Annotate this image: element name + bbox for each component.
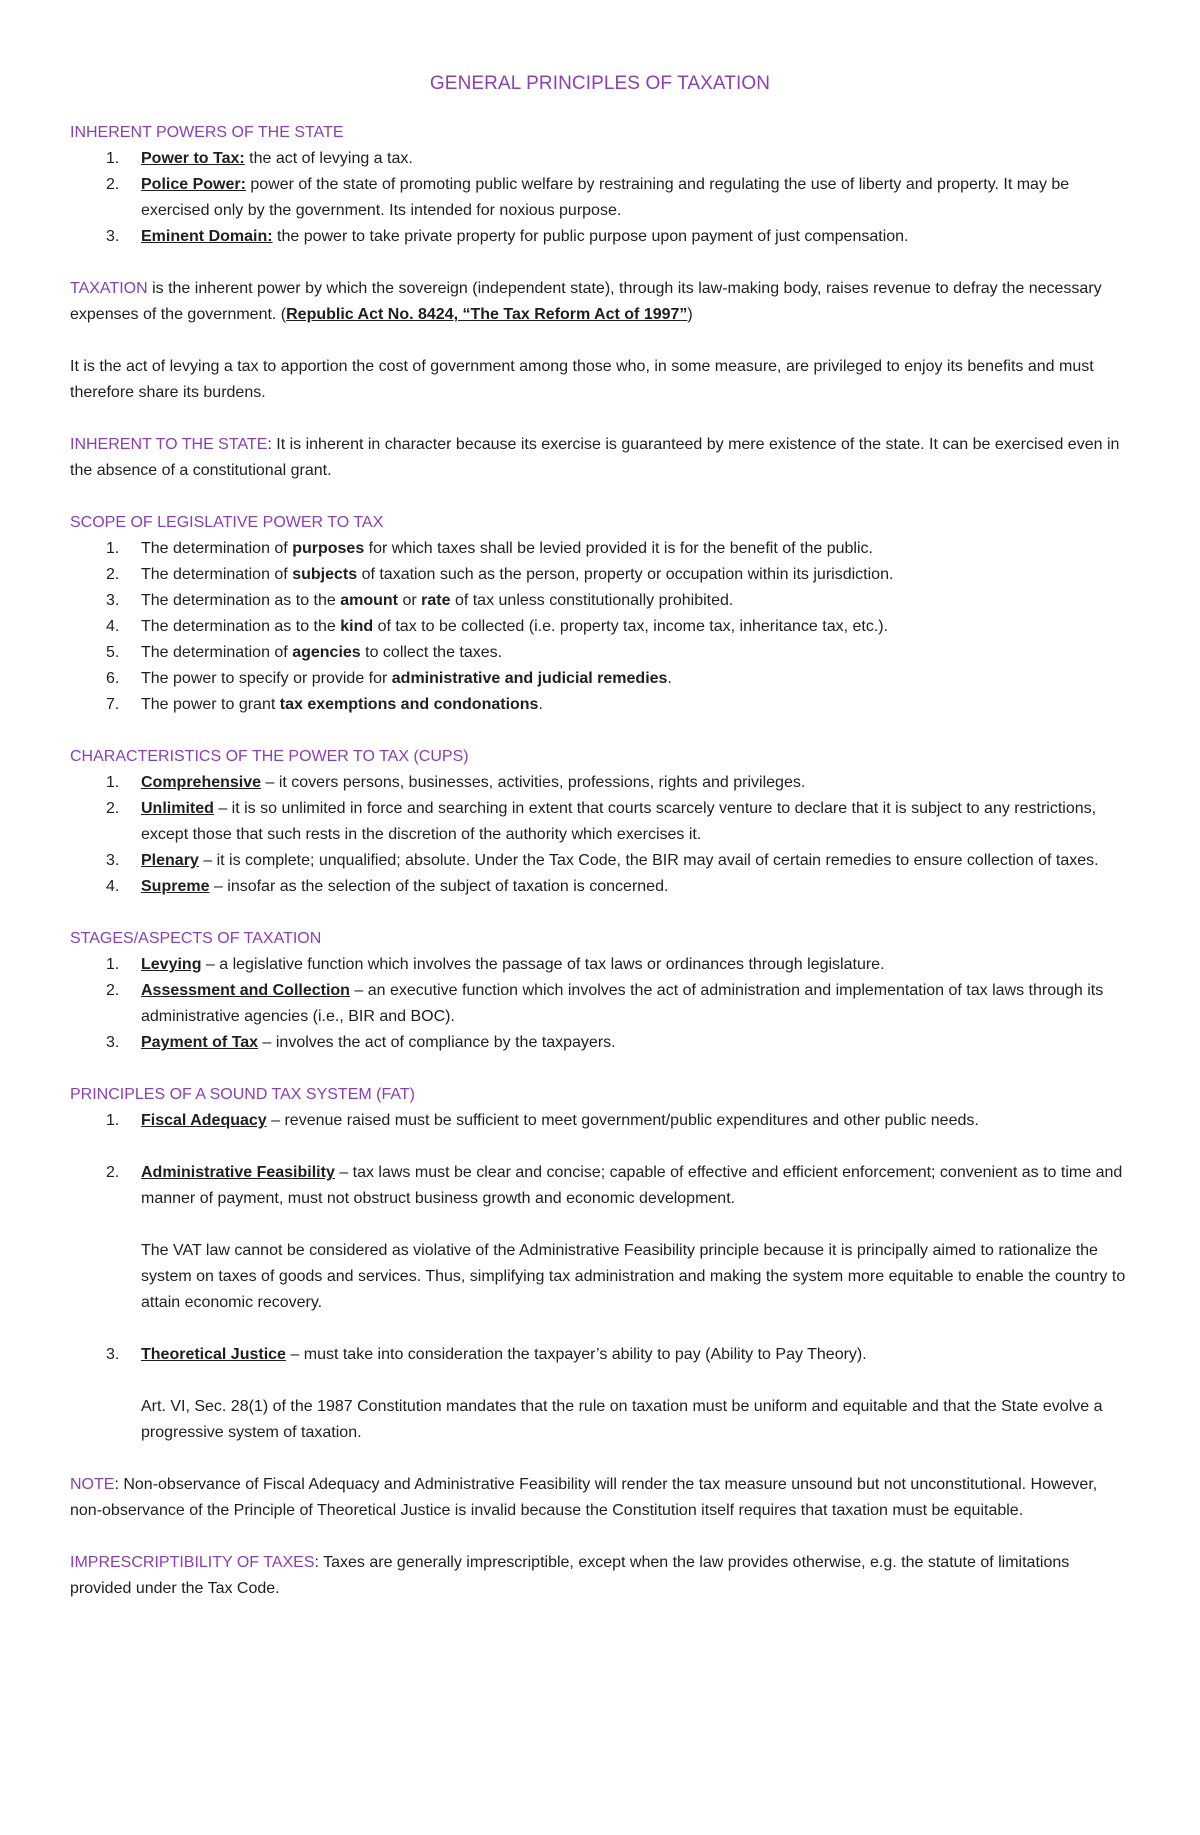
characteristics-list: [70, 770, 1130, 900]
list-item: 1. Power to Tax: the act of levying a tax.: [106, 150, 413, 167]
levying-paragraph: It is the act of levying a tax to apportion the cost of government among those who, in some measure, are privileged to enjoy its benefits and must therefore share its burdens.: [70, 358, 1094, 401]
list-item: 4. Supreme – insofar as the selection of the subject of taxation is concerned.: [106, 878, 669, 895]
list-item: 5. The determination of agencies to collect the taxes.: [106, 644, 503, 661]
list-item: 7. The power to grant tax exemptions and condonations.: [106, 696, 543, 713]
list-item: 6. The power to specify or provide for administrative and judicial remedies.: [106, 670, 672, 687]
list-item: 1. Comprehensive – it covers persons, businesses, activities, professions, rights and privileges.: [106, 774, 806, 791]
taxation-definition: TAXATION is the inherent power by which the sovereign (independent state), through its law-making body, raises revenue to defray the necessary expenses of the government. (Republic Act No. 8424, “The Tax Reform Act of 1997”): [70, 280, 1102, 323]
list-item: 3. Eminent Domain: the power to take private property for public purpose upon payment of just compensation.: [106, 228, 909, 245]
note-paragraph: NOTE: Non-observance of Fiscal Adequacy and Administrative Feasibility will render the tax measure unsound but not unconstitutional. However, non-observance of the Principle of Theoretical Justice is invalid because the Constitution itself requires that taxation must be equitable.: [70, 1476, 1098, 1519]
list-item: 2. Police Power: power of the state of promoting public welfare by restraining and regulating the use of liberty and property. It may be exercised only by the government. Its intended for noxious purpose.: [106, 176, 1070, 219]
list-item: 4. The determination as to the kind of tax to be collected (i.e. property tax, income tax, inheritance tax, etc.).: [106, 618, 889, 635]
list-item: 3. The determination as to the amount or rate of tax unless constitutionally prohibited.: [106, 592, 734, 609]
inherent-to-state-paragraph: INHERENT TO THE STATE: It is inherent in character because its exercise is guaranteed by mere existence of the state. It can be exercised even in the absence of a constitutional grant.: [70, 436, 1120, 479]
vat-note: The VAT law cannot be considered as violative of the Administrative Feasibility principle because it is principally aimed to rationalize the system on taxes of goods and services. Thus, simplifying tax administration and making the system more equitable to enable the country to attain economic recovery.: [141, 1242, 1126, 1311]
list-item: 3. Payment of Tax – involves the act of compliance by the taxpayers.: [106, 1034, 616, 1051]
stages-list: [70, 952, 1130, 1056]
term: Payment of Tax: [141, 1034, 259, 1051]
term: Fiscal Adequacy: [141, 1112, 267, 1129]
law-reference: Republic Act No. 8424, “The Tax Reform Act of 1997”: [286, 306, 688, 323]
term: Levying: [141, 956, 202, 973]
term: Plenary: [141, 852, 199, 869]
term: Supreme: [141, 878, 210, 895]
inherent-to-state-label: INHERENT TO THE STATE: [70, 436, 268, 453]
term: Eminent Domain:: [141, 228, 273, 245]
list-item: 1. Fiscal Adequacy – revenue raised must be sufficient to meet government/public expenditures and other public needs.: [106, 1112, 979, 1129]
document-title: GENERAL PRINCIPLES OF TAXATION: [429, 73, 771, 94]
term: Assessment and Collection: [141, 982, 350, 999]
imprescriptibility-paragraph: IMPRESCRIPTIBILITY OF TAXES: Taxes are generally imprescriptible, except when the law provides otherwise, e.g. the statute of limitations provided under the Tax Code.: [70, 1554, 1070, 1597]
term: Power to Tax:: [141, 150, 245, 167]
taxation-label: TAXATION: [70, 280, 148, 297]
term: Administrative Feasibility: [141, 1164, 335, 1181]
list-item: 2. Assessment and Collection – an executive function which involves the act of administration and implementation of tax laws through its administrative agencies (i.e., BIR and BOC).: [106, 982, 1104, 1025]
constitution-note: Art. VI, Sec. 28(1) of the 1987 Constitution mandates that the rule on taxation must be uniform and equitable and that the State evolve a progressive system of taxation.: [141, 1398, 1103, 1441]
section-heading-inherent-powers: INHERENT POWERS OF THE STATE: [70, 124, 344, 141]
note-label: NOTE: [70, 1476, 115, 1493]
section-heading-principles: PRINCIPLES OF A SOUND TAX SYSTEM (FAT): [70, 1086, 415, 1103]
list-item: 3. Theoretical Justice – must take into consideration the taxpayer’s ability to pay (Ability to Pay Theory). Art. VI, Sec. 28(1) of the 1987 Constitution mandates that the rule on taxation must be uniform and equitable and that the State evolve a progressive system of taxation.: [70, 1342, 1130, 1446]
list-item: 2. Unlimited – it is so unlimited in force and searching in extent that courts scarcely venture to declare that it is subject to any restrictions, except those that such rests in the discretion of the authority which exercises it.: [106, 800, 1097, 843]
list-item: 1. Levying – a legislative function which involves the passage of tax laws or ordinances through legislature.: [106, 956, 885, 973]
term: Theoretical Justice: [141, 1346, 286, 1363]
principles-list: [70, 1108, 1130, 1446]
imprescriptibility-label: IMPRESCRIPTIBILITY OF TAXES: [70, 1554, 315, 1571]
list-item: 3. Plenary – it is complete; unqualified; absolute. Under the Tax Code, the BIR may avail of certain remedies to ensure collection of taxes.: [106, 852, 1099, 869]
term: Comprehensive: [141, 774, 262, 791]
section-heading-scope: SCOPE OF LEGISLATIVE POWER TO TAX: [70, 514, 384, 531]
scope-list: [70, 536, 1130, 718]
list-item: 2. The determination of subjects of taxation such as the person, property or occupation within its jurisdiction.: [106, 566, 894, 583]
list-item: 1. The determination of purposes for which taxes shall be levied provided it is for the benefit of the public.: [106, 540, 873, 557]
list-item: 2. Administrative Feasibility – tax laws must be clear and concise; capable of effective and efficient enforcement; convenient as to time and manner of payment, must not obstruct business growth and economic development. The VAT law cannot be considered as violative of the Administrative Feasibility principle because it is principally aimed to rationalize the system on taxes of goods and services. Thus, simplifying tax administration and making the system more equitable to enable the country to attain economic recovery.: [70, 1160, 1130, 1316]
term: Police Power:: [141, 176, 246, 193]
inherent-powers-list: [70, 146, 1130, 250]
section-heading-stages: STAGES/ASPECTS OF TAXATION: [70, 930, 322, 947]
term: Unlimited: [141, 800, 214, 817]
section-heading-characteristics: CHARACTERISTICS OF THE POWER TO TAX (CUPS): [70, 748, 469, 765]
